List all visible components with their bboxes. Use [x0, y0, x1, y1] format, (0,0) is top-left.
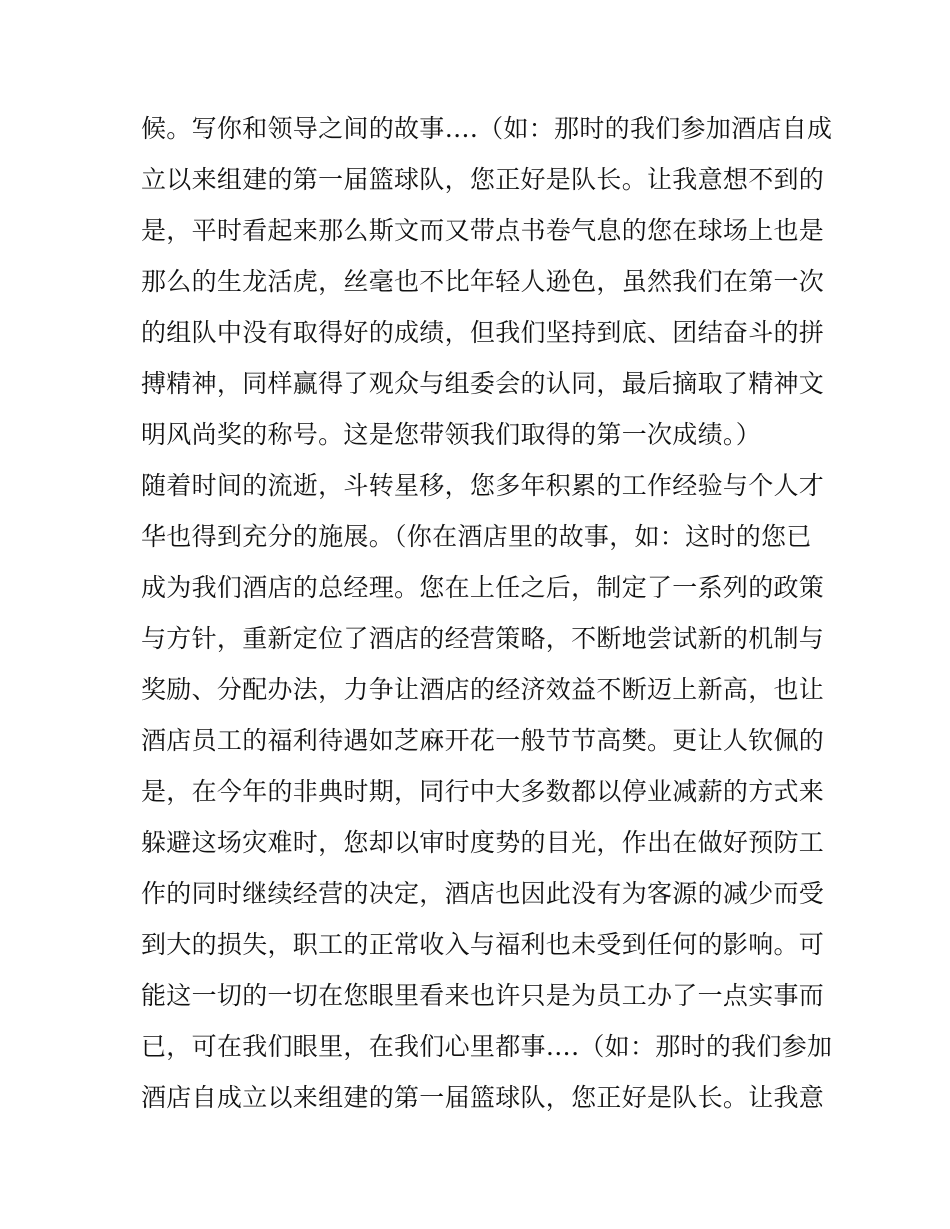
- text-line: 明风尚奖的称号。这是您带领我们取得的第一次成绩。）: [141, 420, 762, 449]
- text-line: 的组队中没有取得好的成绩，但我们坚持到底、团结奋斗的拼: [141, 318, 825, 347]
- text-line: 酒店员工的福利待遇如芝麻开花一般节节高樊。更让人钦佩的: [141, 726, 825, 755]
- text-line: 随着时间的流逝，斗转星移，您多年积累的工作经验与个人才: [141, 471, 825, 500]
- text-line: 躲避这场灾难时，您却以审时度势的目光，作出在做好预防工: [141, 828, 825, 857]
- text-line: 酒店自成立以来组建的第一届篮球队，您正好是队长。让我意: [141, 1083, 825, 1112]
- body-text: [141, 103, 833, 1123]
- text-line: 是，在今年的非典时期，同行中大多数都以停业减薪的方式来: [141, 777, 825, 806]
- text-line: 那么的生龙活虎，丝毫也不比年轻人逊色，虽然我们在第一次: [141, 267, 825, 296]
- text-line: 是，平时看起来那么斯文而又带点书卷气息的您在球场上也是: [141, 216, 825, 245]
- text-line: 立以来组建的第一届篮球队，您正好是队长。让我意想不到的: [141, 165, 825, 194]
- text-line: 作的同时继续经营的决定，酒店也因此没有为客源的减少而受: [141, 879, 825, 908]
- text-line: 已，可在我们眼里，在我们心里都事….（如：那时的我们参加: [141, 1032, 833, 1061]
- text-line: 能这一切的一切在您眼里看来也许只是为员工办了一点实事而: [141, 981, 825, 1010]
- text-line: 到大的损失，职工的正常收入与福利也未受到任何的影响。可: [141, 930, 825, 959]
- text-line: 与方针，重新定位了酒店的经营策略，不断地尝试新的机制与: [141, 624, 825, 653]
- text-line: 搏精神，同样赢得了观众与组委会的认同，最后摘取了精神文: [141, 369, 825, 398]
- text-line: 成为我们酒店的总经理。您在上任之后，制定了一系列的政策: [141, 573, 825, 602]
- text-line: 候。写你和领导之间的故事….（如：那时的我们参加酒店自成: [141, 114, 833, 143]
- text-line: 华也得到充分的施展。（你在酒店里的故事，如：这时的您已: [141, 522, 812, 551]
- text-line: 奖励、分配办法，力争让酒店的经济效益不断迈上新高，也让: [141, 675, 825, 704]
